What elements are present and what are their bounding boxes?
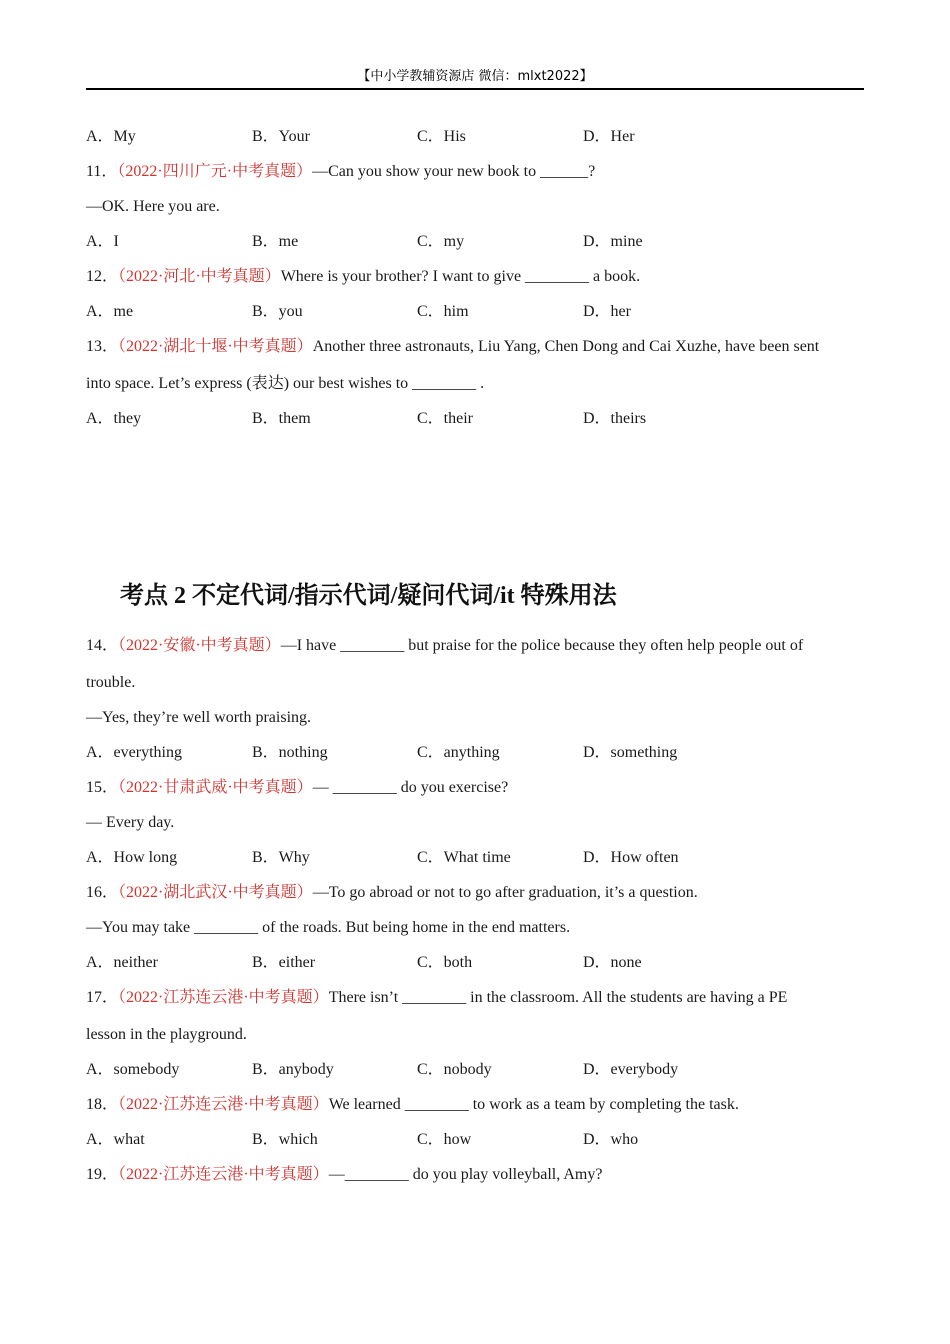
q11-option-b[interactable]: B．me xyxy=(252,233,299,250)
q18-option-d[interactable]: D．who xyxy=(583,1131,639,1148)
question-text: — ________ do you exercise? xyxy=(312,779,509,796)
q12-option-c[interactable]: C．him xyxy=(417,303,469,320)
q11-stem xyxy=(86,162,866,182)
question-source: （2022·湖北武汉·中考真题） xyxy=(118,884,313,901)
q13-option-a[interactable]: A．they xyxy=(86,410,142,427)
q13-option-b[interactable]: B．them xyxy=(252,410,311,427)
q15-option-b[interactable]: B．Why xyxy=(252,849,310,866)
q16-option-a[interactable]: A．neither xyxy=(86,954,158,971)
q13-stem xyxy=(86,337,866,357)
question-text: There isn’t ________ in the classroom. All the students are having a PE xyxy=(328,989,788,1006)
q14-continuation-2: —Yes, they’re well worth praising. xyxy=(86,709,312,726)
q13-option-d[interactable]: D．theirs xyxy=(583,410,647,427)
question-text: We learned ________ to work as a team by completing the task. xyxy=(328,1096,739,1113)
q16-option-b[interactable]: B．either xyxy=(252,954,316,971)
q14-continuation-1: trouble. xyxy=(86,674,136,691)
question-number: 15． xyxy=(86,779,119,796)
q11-option-d[interactable]: D．mine xyxy=(583,233,643,250)
question-text: —________ do you play volleyball, Amy? xyxy=(328,1166,603,1183)
q16-option-d[interactable]: D．none xyxy=(583,954,642,971)
q13-option-c[interactable]: C．their xyxy=(417,410,473,427)
q19-stem xyxy=(86,1165,866,1185)
q17-continuation: lesson in the playground. xyxy=(86,1026,247,1043)
q14-option-a[interactable]: A．everything xyxy=(86,744,182,761)
q17-option-c[interactable]: C．nobody xyxy=(417,1061,492,1078)
q15-option-d[interactable]: D．How often xyxy=(583,849,679,866)
question-source: （2022·安徽·中考真题） xyxy=(118,637,281,654)
question-source: （2022·江苏连云港·中考真题） xyxy=(118,1096,329,1113)
question-number: 14． xyxy=(86,637,119,654)
question-source: （2022·江苏连云港·中考真题） xyxy=(118,1166,329,1183)
q12-option-d[interactable]: D．her xyxy=(583,303,631,320)
q11-option-a[interactable]: A．I xyxy=(86,233,119,250)
question-number: 12． xyxy=(86,268,119,285)
q18-option-b[interactable]: B．which xyxy=(252,1131,318,1148)
q15-option-a[interactable]: A．How long xyxy=(86,849,178,866)
question-text: Another three astronauts, Liu Yang, Chen Dong and Cai Xuzhe, have been sent xyxy=(312,338,820,355)
q11-continuation: —OK. Here you are. xyxy=(86,198,220,215)
question-text: Where is your brother? I want to give ________ a book. xyxy=(280,268,641,285)
q10-option-b[interactable]: B．Your xyxy=(252,128,310,145)
question-number: 17． xyxy=(86,989,119,1006)
q18-stem xyxy=(86,1095,866,1115)
q10-option-d[interactable]: D．Her xyxy=(583,128,635,145)
q15-option-c[interactable]: C．What time xyxy=(417,849,511,866)
question-number: 13． xyxy=(86,338,119,355)
question-text: —To go abroad or not to go after graduation, it’s a question. xyxy=(312,884,698,901)
q16-stem xyxy=(86,883,866,903)
question-number: 11． xyxy=(86,163,118,180)
q16-continuation: —You may take ________ of the roads. But being home in the end matters. xyxy=(86,919,571,936)
question-number: 19． xyxy=(86,1166,119,1183)
q14-option-b[interactable]: B．nothing xyxy=(252,744,328,761)
question-source: （2022·四川广元·中考真题） xyxy=(117,163,313,180)
question-number: 18． xyxy=(86,1096,119,1113)
q18-option-c[interactable]: C．how xyxy=(417,1131,472,1148)
q16-option-c[interactable]: C．both xyxy=(417,954,473,971)
q14-option-c[interactable]: C．anything xyxy=(417,744,500,761)
section-title: 考点 2 不定代词/指示代词/疑问代词/it 特殊用法 xyxy=(120,583,617,609)
q17-option-b[interactable]: B．anybody xyxy=(252,1061,334,1078)
q15-stem xyxy=(86,778,866,798)
q18-option-a[interactable]: A．what xyxy=(86,1131,145,1148)
q17-option-a[interactable]: A．somebody xyxy=(86,1061,180,1078)
q10-option-c[interactable]: C．His xyxy=(417,128,466,145)
q14-option-d[interactable]: D．something xyxy=(583,744,678,761)
question-source: （2022·甘肃武威·中考真题） xyxy=(118,779,313,796)
q12-stem xyxy=(86,267,866,287)
question-text: —I have ________ but praise for the police because they often help people out of xyxy=(280,637,804,654)
q17-option-d[interactable]: D．everybody xyxy=(583,1061,679,1078)
q11-option-c[interactable]: C．my xyxy=(417,233,465,250)
q14-stem xyxy=(86,636,866,656)
question-source: （2022·江苏连云港·中考真题） xyxy=(118,989,329,1006)
q12-option-a[interactable]: A．me xyxy=(86,303,134,320)
question-source: （2022·湖北十堰·中考真题） xyxy=(118,338,313,355)
q13-continuation: into space. Let’s express (表达) our best wishes to ________ . xyxy=(86,375,485,392)
q15-continuation: — Every day. xyxy=(86,814,175,831)
question-text: —Can you show your new book to ______? xyxy=(312,163,596,180)
page-header: 【中小学教辅资源店 微信：mlxt2022】 xyxy=(86,66,864,90)
q10-option-a[interactable]: A．My xyxy=(86,128,136,145)
q12-option-b[interactable]: B．you xyxy=(252,303,303,320)
question-source: （2022·河北·中考真题） xyxy=(118,268,281,285)
question-number: 16． xyxy=(86,884,119,901)
q17-stem xyxy=(86,988,866,1008)
